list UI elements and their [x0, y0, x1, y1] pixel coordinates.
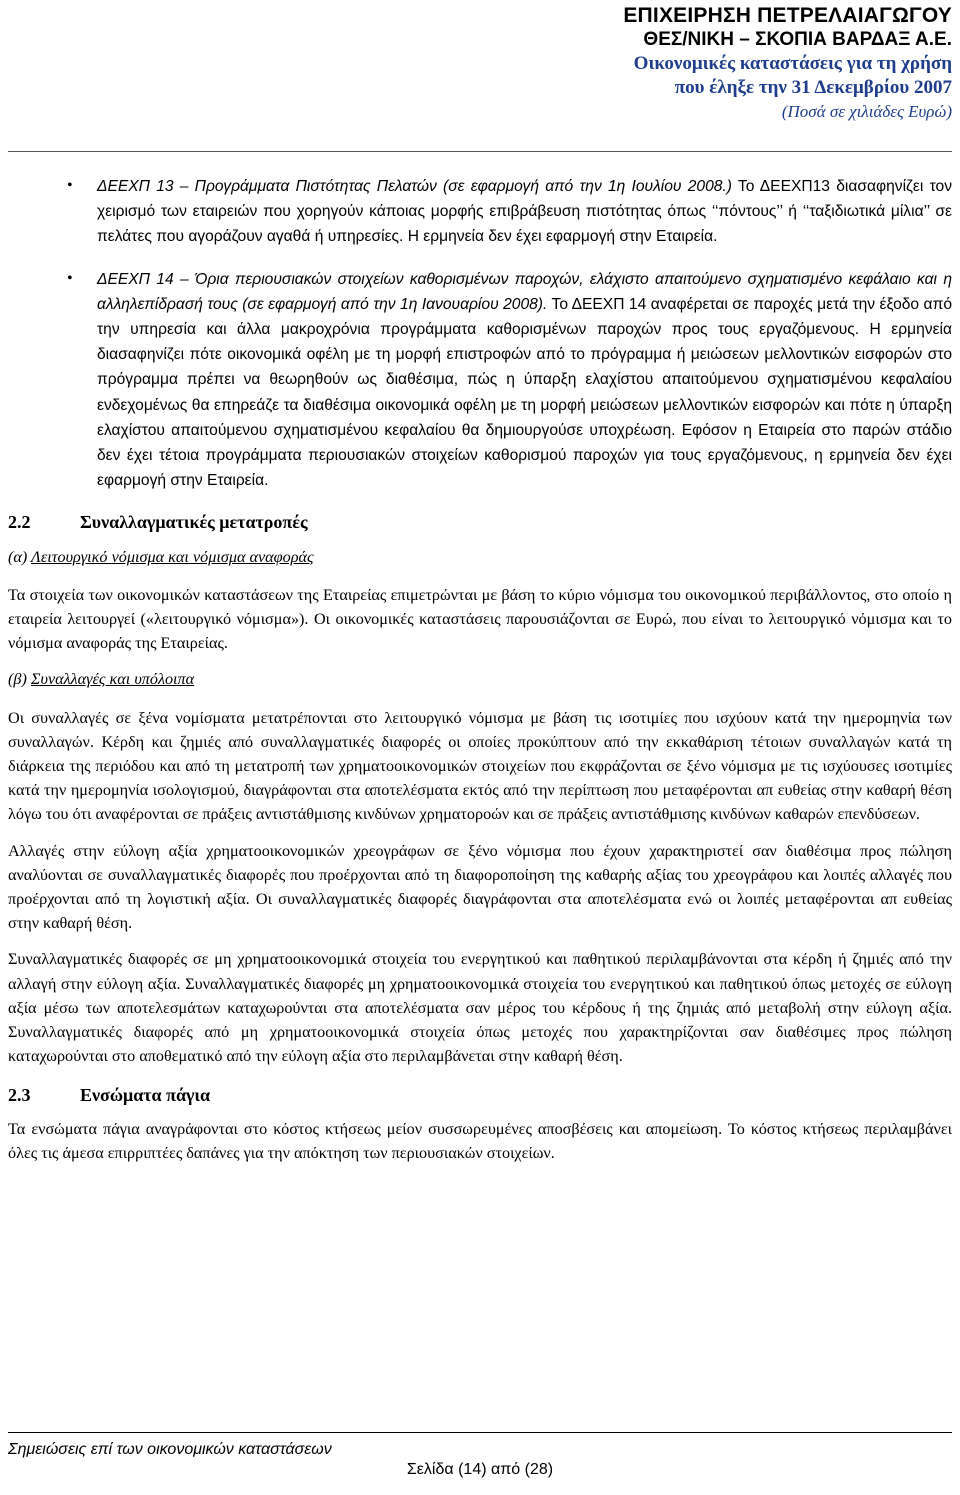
paragraph: Αλλαγές στην εύλογη αξία χρηματοοικονομικών χρεογράφων σε ξένο νόμισμα που έχουν χαρακτηριστεί σαν διαθέσιμα προς πώληση αναλύονται σε συναλλαγματικές διαφορές που προέρχονται από τη διαφοροποίηση της καθαρής αξίας του χρεογράφου και λοιπές αλλαγές που προέρχονται από τη λογιστική αξία. Οι συναλλαγματικές διαφορές διαγράφονται στα αποτελέσματα ενώ οι λοιπές μεταφέρονται απ ευθείας στην καθαρή θέση. [8, 841, 952, 933]
subsection-prefix: (α) [8, 547, 32, 566]
paragraph: Συναλλαγματικές διαφορές σε μη χρηματοοικονομικά στοιχεία του ενεργητικού και παθητικού περιλαμβάνονται στα κέρδη ή ζημιές από την αλλαγή στην εύλογη αξία. Συναλλαγματικές διαφορές μη χρηματοοικονομικά στοιχεία του ενεργητικού και παθητικού όπως μετοχές σε εύλογη αξία μέσω των αποτελεσμάτων καταχωρούνται στα αποτελέσματα σαν μέρος του κέρδους ή της ζημιάς από μεταβολή στην εύλογη αξία. Συναλλαγματικές διαφορές από μη χρηματοοικονομικά στοιχεία όπως μετοχές που χαρακτηρίζονται σαν διαθέσιμες προς πώληση καταχωρούνται στο αποθεματικό από την εύλογη αξία στο περιλαμβάνεται στην καθαρή θέση. [8, 950, 952, 1066]
company-subtitle: ΘΕΣ/ΝΙΚΗ – ΣΚΟΠΙΑ ΒΑΡΔΑΞ Α.Ε. [643, 29, 952, 50]
subsection-title-b [8, 667, 952, 691]
bullet-body: Το ΔΕΕΧΠ13 διασαφηνίζει τον χειρισμό των εταιρειών που χορηγούν κάποιας μορφής επιβράβευση πιστότητας όπως ‘‘πόντους’’ ή ‘‘ταξιδιωτικά μίλια’’ σε πελάτες που αγοράζουν αγαθά ή υπηρεσίες. Η ερμηνεία δεν έχει εφαρμογή στην Εταιρεία. [97, 178, 952, 246]
bullet-icon: • [67, 269, 73, 287]
interpretations-list [8, 174, 952, 493]
section-title: Ενσώματα πάγια [80, 1084, 211, 1105]
list-item [67, 174, 952, 250]
list-item [67, 267, 953, 494]
page-number: Σελίδα (14) από (28) [406, 1461, 554, 1478]
bullet-title: ΔΕΕΧΠ 13 – Προγράμματα Πιστότητας Πελατών (σε εφαρμογή από την 1η Ιουλίου 2008.) [97, 178, 732, 195]
footer-divider [8, 1432, 952, 1433]
footer-notes: Σημειώσεις επί των οικονομικών καταστάσεων [8, 1441, 332, 1458]
paragraph: Τα ενσώματα πάγια αναγράφονται στο κόστος κτήσεως μείον συσσωρευμένες αποσβέσεις και απομείωση. Το κόστος κτήσεως περιλαμβάνει όλες τις άμεσα επιρριπτέες δαπάνες για την απόκτηση των περιουσιακών στοιχείων. [8, 1119, 952, 1162]
page-content [8, 174, 952, 1177]
amount-units: (Ποσά σε χιλιάδες Ευρώ) [781, 102, 952, 121]
statements-period: που έληξε την 31 Δεκεμβρίου 2007 [674, 77, 952, 98]
section-heading-2-2 [8, 510, 952, 534]
subsection-prefix: (β) [8, 670, 31, 689]
subsection-label: Λειτουργικό νόμισμα και νόμισμα αναφοράς [31, 547, 314, 566]
bullet-body: Το ΔΕΕΧΠ 14 αναφέρεται σε παροχές μετά την έξοδο από την υπηρεσία και άλλα μακροχρόνια προγράμματα καθορισμένων παροχών προς τους εργαζόμενους. Η ερμηνεία διασαφηνίζει πότε οικονομικά οφέλη με τη μορφή επιστροφών από το πρόγραμμα ή μειώσεων μελλοντικών εισφορών στο πρόγραμμα πρέπει να θεωρηθούν ως διαθέσιμα, πώς η ύπαρξη ελαχίστου απαιτούμενου σχηματισμένου κεφαλαίου ενδεχομένως θα επηρεάζε τα διαθέσιμα οικονομικά οφέλη με τη μορφή μειώσεων μελλοντικών εισφορών και πότε η ύπαρξη ελαχίστου απαιτούμενου σχηματισμένου κεφαλαίου θα δημιουργούσε υποχρέωση. Εφόσον η Εταιρεία στο παρών στάδιο δεν έχει τέτοια προγράμματα περιουσιακών στοιχείων καθορισμού παροχών για τους εργαζόμενους, η ερμηνεία δεν έχει εφαρμογή στην Εταιρεία. [97, 295, 953, 490]
paragraph: Οι συναλλαγές σε ξένα νομίσματα μετατρέπονται στο λειτουργικό νόμισμα με βάση τις ισοτιμίες που ισχύουν κατά την ημερομηνία των συναλλαγών. Κέρδη και ζημιές από συναλλαγματικές διαφορές οι οποίες προκύπτουν από την εκκαθάριση τέτοιων συναλλαγών κατά τη διάρκεια της περιόδου και από τη μετατροπή των χρηματοοικονομικών στοιχείων που εκφράζονται σε ξένο νόμισμα με τις ισχύουσες ισοτιμίες κατά την ημερομηνία ισολογισμού, διαγράφονται στα αποτελέσματα εκτός από την περίπτωση που μεταφέρονται απ ευθείας στην καθαρή θέση λόγω του ότι αναφέρονται σε πράξεις αντιστάθμισης κινδύνων χρηματοροών και σε πράξεις αντιστάθμισης κινδύνων καθαρών επενδύσεων. [8, 708, 952, 824]
section-number: 2.3 [8, 1084, 31, 1105]
subsection-title-a [8, 545, 952, 569]
section-title: Συναλλαγματικές μετατροπές [80, 512, 308, 533]
section-number: 2.2 [8, 512, 31, 533]
header-divider [8, 151, 952, 152]
company-name: ΕΠΙΧΕΙΡΗΣΗ ΠΕΤΡΕΛΑΙΑΓΩΓΟΥ [623, 4, 952, 27]
section-heading-2-3 [8, 1083, 952, 1107]
document-header [623, 4, 952, 124]
document-footer [8, 1432, 952, 1479]
bullet-title: ΔΕΕΧΠ 14 – Όρια περιουσιακών στοιχείων καθορισμένων παροχών, ελάχιστο απαιτούμενο σχηματισμένο κεφάλαιο και η αλληλεπίδρασή τους (σε εφαρμογή από την 1η Ιανουαρίου 2008). [97, 270, 952, 313]
subsection-label: Συναλλαγές και υπόλοιπα [30, 670, 195, 689]
paragraph: Τα στοιχεία των οικονομικών καταστάσεων της Εταιρείας επιμετρώνται με βάση το κύριο νόμισμα του οικονομικού περιβάλλοντος, στο οποίο η εταιρεία λειτουργεί («λειτουργικό νόμισμα»). Οι οικονομικές καταστάσεις παρουσιάζονται σε Ευρώ, που είναι το λειτουργικό νόμισμα και το νόμισμα αναφοράς της Εταιρείας. [8, 585, 952, 653]
statements-title: Οικονομικές καταστάσεις για τη χρήση [633, 53, 952, 74]
bullet-icon: • [67, 177, 73, 194]
